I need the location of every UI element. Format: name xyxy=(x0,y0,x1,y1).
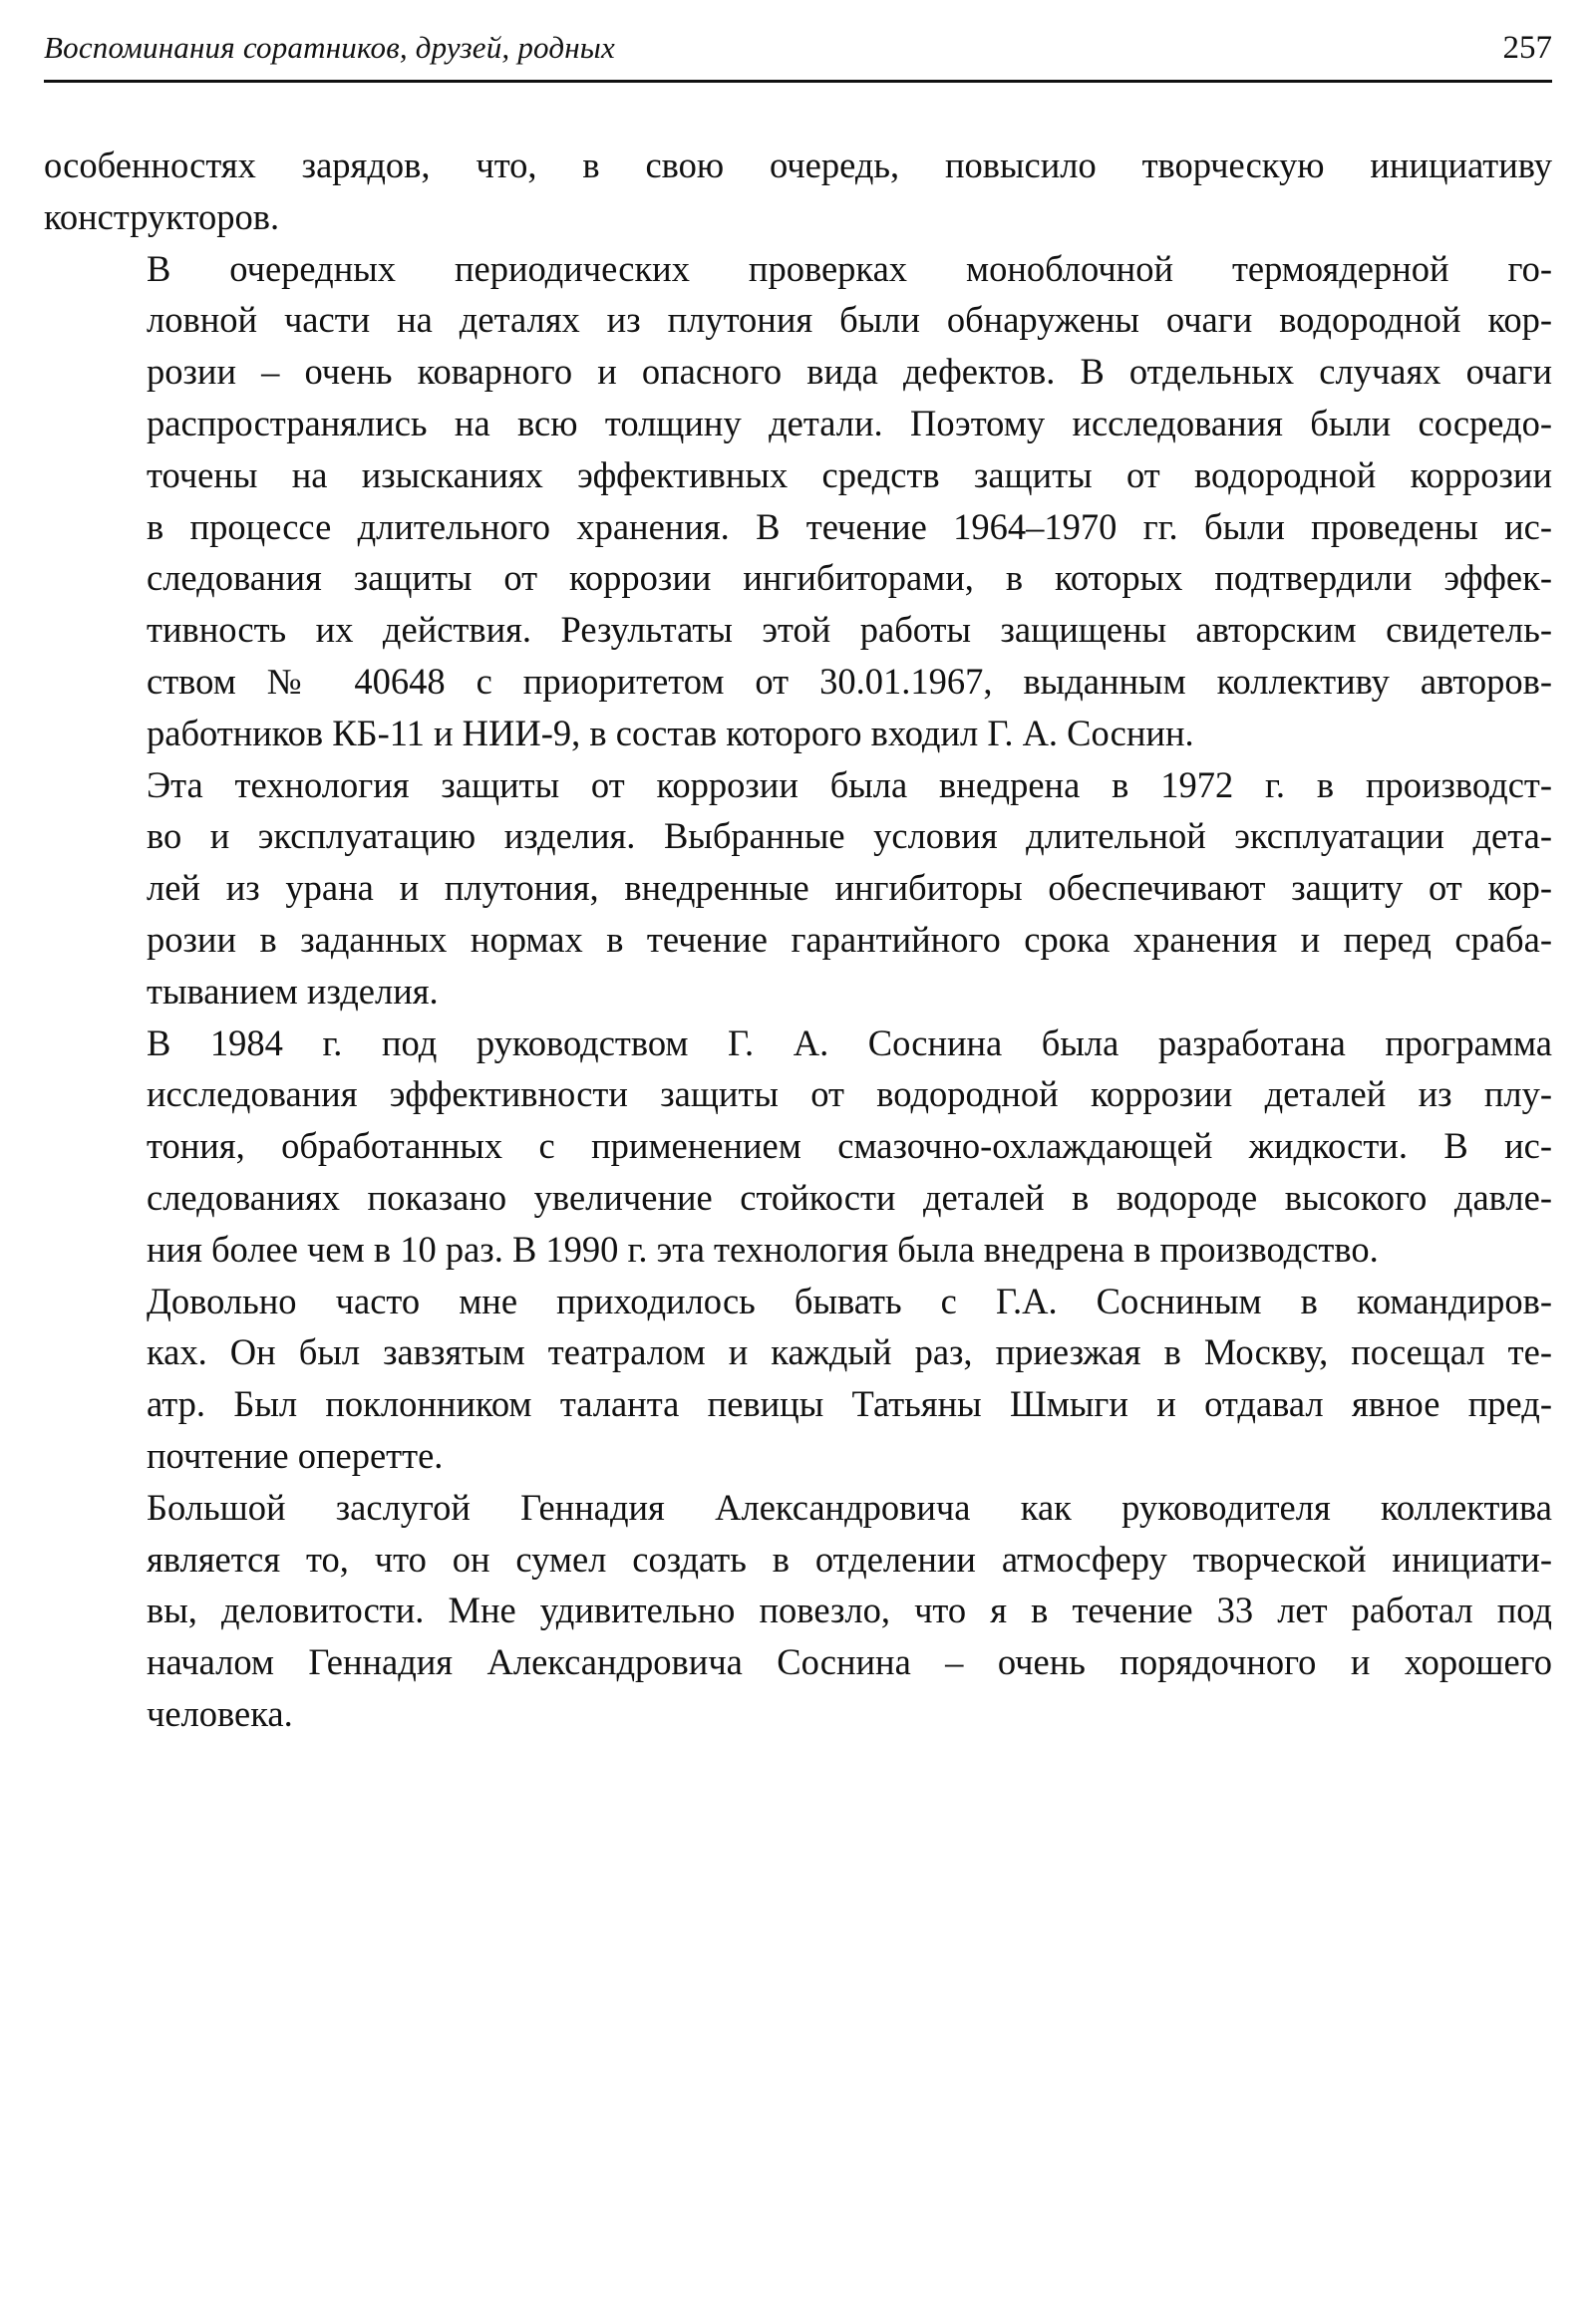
text-line: конструкторов. xyxy=(44,195,280,237)
header-rule xyxy=(44,80,1552,83)
text-line: в процессе длительного хранения. В течение 1964–1970 гг. были проведены ис- xyxy=(147,505,1552,547)
body-text xyxy=(44,140,1552,1740)
text-line: человека. xyxy=(147,1692,293,1734)
text-line: ния более чем в 10 раз. В 1990 г. эта технология была внедрена в производство. xyxy=(147,1228,1379,1270)
text-line: особенностях зарядов, что, в свою очередь, повысило творческую инициативу xyxy=(44,145,1552,185)
paragraph xyxy=(44,759,1552,1017)
text-line: почтение оперетте. xyxy=(147,1434,444,1476)
page-number: 257 xyxy=(1502,30,1552,66)
text-line: вы, деловитости. Мне удивительно повезло, что я в течение 33 лет работал под xyxy=(147,1590,1552,1631)
text-line: тыванием изделия. xyxy=(147,970,439,1012)
text-line: точены на изысканиях эффективных средств защиты от водородной коррозии xyxy=(147,453,1552,495)
text-line: Эта технология защиты от коррозии была внедрена в 1972 г. в производст- xyxy=(147,763,1552,805)
text-line: распространялись на всю толщину детали. Поэтому исследования были сосредо- xyxy=(147,402,1552,443)
text-line: Большой заслугой Геннадия Александровича как руководителя коллектива xyxy=(147,1486,1552,1528)
text-line: ках. Он был завзятым театралом и каждый раз, приезжая в Москву, посещал те- xyxy=(147,1331,1552,1373)
text-line: ством № 40648 с приоритетом от 30.01.1967, выданным коллективу авторов- xyxy=(147,660,1552,702)
text-line: следования защиты от коррозии ингибиторами, в которых подтвердили эффек- xyxy=(147,557,1552,599)
paragraph xyxy=(44,243,1552,759)
text-line: исследования эффективности защиты от водородной коррозии деталей из плу- xyxy=(147,1073,1552,1115)
text-line: лей из урана и плутония, внедренные ингибиторы обеспечивают защиту от кор- xyxy=(147,867,1552,909)
text-line: работников КБ-11 и НИИ-9, в состав которого входил Г. А. Соснин. xyxy=(147,712,1194,753)
text-line: В 1984 г. под руководством Г. А. Соснина была разработана программа xyxy=(147,1021,1552,1063)
text-line: розии в заданных нормах в течение гарантийного срока хранения и перед сраба- xyxy=(147,918,1552,960)
text-line: следованиях показано увеличение стойкости деталей в водороде высокого давле- xyxy=(147,1176,1552,1218)
text-line: тония, обработанных с применением смазочно-охлаждающей жидкости. В ис- xyxy=(147,1125,1552,1167)
text-line: во и эксплуатацию изделия. Выбранные условия длительной эксплуатации дета- xyxy=(147,815,1552,857)
running-title: Воспоминания соратников, друзей, родных xyxy=(44,30,615,65)
text-line: В очередных периодических проверках моноблочной термоядерной го- xyxy=(147,247,1552,289)
text-line: является то, что он сумел создать в отделении атмосферу творческой инициати- xyxy=(147,1538,1552,1580)
paragraph xyxy=(44,1017,1552,1276)
running-head xyxy=(44,26,1552,70)
paragraph xyxy=(44,140,1552,243)
text-line: ловной части на деталях из плутония были обнаружены очаги водородной кор- xyxy=(147,299,1552,341)
paragraph xyxy=(44,1276,1552,1482)
text-line: розии – очень коварного и опасного вида дефектов. В отдельных случаях очаги xyxy=(147,351,1552,393)
text-line: тивность их действия. Результаты этой работы защищены авторским свидетель- xyxy=(147,609,1552,651)
paragraph xyxy=(44,1482,1552,1740)
text-line: началом Геннадия Александровича Соснина – очень порядочного и хорошего xyxy=(147,1641,1552,1683)
text-line: Довольно часто мне приходилось бывать с Г.А. Сосниным в командиров- xyxy=(147,1280,1552,1321)
text-line: атр. Был поклонником таланта певицы Татьяны Шмыги и отдавал явное пред- xyxy=(147,1383,1552,1425)
